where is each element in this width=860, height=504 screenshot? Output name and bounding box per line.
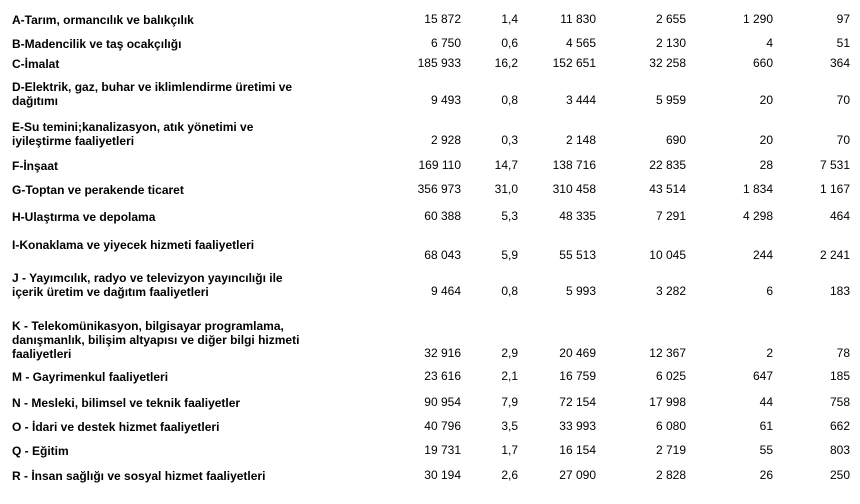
cell-value: 70 — [836, 93, 850, 107]
cell-value: 32 258 — [649, 56, 686, 70]
cell-value: 3,5 — [501, 419, 518, 433]
cell-value: 2 655 — [655, 12, 686, 26]
cell-value: 44 — [759, 395, 773, 409]
cell-value: 55 — [759, 443, 773, 457]
table-row — [12, 199, 850, 226]
cell-value: 72 154 — [559, 395, 596, 409]
row-label: E-Su temini;kanalizasyon, atık yönetimi ve iyileştirme faaliyetleri — [12, 120, 254, 148]
cell-value: 5,3 — [501, 209, 518, 223]
cell-value: 4 565 — [565, 36, 596, 50]
cell-value: 78 — [836, 346, 850, 360]
cell-value: 1 834 — [742, 182, 773, 196]
cell-value: 183 — [829, 284, 850, 298]
cell-value: 61 — [759, 419, 773, 433]
cell-value: 26 — [759, 468, 773, 482]
cell-value: 55 513 — [559, 248, 596, 262]
cell-value: 68 043 — [424, 248, 461, 262]
row-label: J - Yayımcılık, radyo ve televizyon yayıncılığı ile içerik üretim ve dağıtım faaliyetleri — [12, 271, 283, 299]
cell-value: 32 916 — [424, 346, 461, 360]
cell-value: 33 993 — [559, 419, 596, 433]
cell-value: 2,6 — [501, 468, 518, 482]
cell-value: 27 090 — [559, 468, 596, 482]
row-label: N - Mesleki, bilimsel ve teknik faaliyetler — [12, 396, 241, 410]
table-row — [12, 363, 850, 386]
table-row — [12, 175, 850, 199]
cell-value: 6 750 — [430, 36, 461, 50]
cell-value: 310 458 — [552, 182, 596, 196]
cell-value: 3 282 — [655, 284, 686, 298]
cell-value: 2 130 — [655, 36, 686, 50]
row-label: M - Gayrimenkul faaliyetleri — [12, 370, 169, 384]
cell-value: 28 — [759, 158, 773, 172]
table-row — [12, 460, 850, 485]
cell-value: 0,8 — [501, 284, 518, 298]
cell-value: 2 148 — [565, 133, 596, 147]
cell-value: 660 — [752, 56, 773, 70]
cell-value: 185 933 — [417, 56, 461, 70]
row-label: O - İdari ve destek hizmet faaliyetleri — [12, 420, 220, 434]
cell-value: 6 — [766, 284, 773, 298]
cell-value: 2 241 — [819, 248, 850, 262]
cell-value: 2,9 — [501, 346, 518, 360]
cell-value: 15 872 — [424, 12, 461, 26]
cell-value: 5 993 — [565, 284, 596, 298]
cell-value: 16 154 — [559, 443, 596, 457]
row-label: A-Tarım, ormancılık ve balıkçılık — [12, 13, 194, 27]
cell-value: 138 716 — [552, 158, 596, 172]
cell-value: 169 110 — [418, 158, 461, 172]
cell-value: 2 828 — [655, 468, 686, 482]
cell-value: 11 830 — [560, 12, 596, 26]
row-label: B-Madencilik ve taş ocakçılığı — [12, 37, 182, 51]
row-label: H-Ulaştırma ve depolama — [12, 210, 156, 224]
cell-value: 250 — [829, 468, 850, 482]
cell-value: 2,1 — [501, 369, 518, 383]
sector-data-table — [12, 5, 850, 485]
cell-value: 244 — [752, 248, 773, 262]
cell-value: 1,7 — [501, 443, 518, 457]
cell-value: 20 — [759, 93, 773, 107]
row-label: C-İmalat — [12, 57, 60, 71]
table-row — [12, 386, 850, 412]
cell-value: 48 335 — [559, 209, 596, 223]
cell-value: 464 — [829, 209, 850, 223]
cell-value: 662 — [829, 419, 850, 433]
cell-value: 2 — [766, 346, 773, 360]
row-label: D-Elektrik, gaz, buhar ve iklimlendirme üretimi ve dağıtımı — [12, 80, 293, 108]
cell-value: 22 835 — [649, 158, 686, 172]
cell-value: 7,9 — [501, 395, 518, 409]
cell-value: 364 — [829, 56, 850, 70]
cell-value: 14,7 — [494, 158, 518, 172]
cell-value: 7 291 — [655, 209, 686, 223]
cell-value: 758 — [829, 395, 850, 409]
cell-value: 1 167 — [819, 182, 850, 196]
cell-value: 20 469 — [559, 346, 596, 360]
row-label: R - İnsan sağlığı ve sosyal hizmet faaliyetleri — [12, 469, 266, 483]
cell-value: 2 719 — [655, 443, 686, 457]
cell-value: 20 — [759, 133, 773, 147]
row-label: I-Konaklama ve yiyecek hizmeti faaliyetleri — [12, 237, 255, 252]
cell-value: 1,4 — [501, 12, 518, 26]
cell-value: 7 531 — [819, 158, 850, 172]
cell-value: 19 731 — [424, 443, 461, 457]
cell-value: 356 973 — [417, 182, 461, 196]
cell-value: 10 045 — [649, 248, 686, 262]
cell-value: 90 954 — [424, 395, 461, 409]
table-row — [12, 110, 850, 150]
row-label: Q - Eğitim — [12, 444, 69, 458]
table-row — [12, 301, 850, 363]
cell-value: 0,3 — [501, 133, 518, 147]
cell-value: 70 — [836, 133, 850, 147]
cell-value: 97 — [836, 12, 850, 26]
cell-value: 4 298 — [742, 209, 773, 223]
cell-value: 12 367 — [649, 346, 686, 360]
cell-value: 690 — [665, 133, 686, 147]
row-label: F-İnşaat — [12, 159, 59, 173]
table-row — [12, 5, 850, 29]
cell-value: 3 444 — [565, 93, 596, 107]
table-row — [12, 226, 850, 265]
cell-value: 4 — [766, 36, 773, 50]
table-row — [12, 29, 850, 53]
row-label: K - Telekomünikasyon, bilgisayar programlama, danışmanlık, bilişim altyapısı ve diğer bilgi hizmeti faaliyetleri — [12, 319, 300, 361]
cell-value: 30 194 — [424, 468, 461, 482]
cell-value: 185 — [829, 369, 850, 383]
cell-value: 16 759 — [559, 369, 596, 383]
cell-value: 6 025 — [655, 369, 686, 383]
cell-value: 40 796 — [424, 419, 461, 433]
table-row — [12, 436, 850, 460]
cell-value: 43 514 — [649, 182, 686, 196]
table-row — [12, 265, 850, 301]
cell-value: 31,0 — [494, 182, 518, 196]
cell-value: 0,8 — [501, 93, 518, 107]
cell-value: 16,2 — [494, 56, 518, 70]
cell-value: 51 — [836, 36, 850, 50]
cell-value: 5,9 — [501, 248, 518, 262]
cell-value: 647 — [752, 369, 773, 383]
table-row — [12, 73, 850, 110]
table-row — [12, 412, 850, 436]
cell-value: 23 616 — [424, 369, 461, 383]
cell-value: 0,6 — [501, 36, 518, 50]
cell-value: 803 — [829, 443, 850, 457]
row-label: G-Toptan ve perakende ticaret — [12, 183, 184, 197]
cell-value: 1 290 — [742, 12, 773, 26]
cell-value: 2 928 — [430, 133, 461, 147]
cell-value: 152 651 — [552, 56, 596, 70]
cell-value: 60 388 — [424, 209, 461, 223]
cell-value: 5 959 — [655, 93, 686, 107]
cell-value: 9 464 — [430, 284, 461, 298]
table-row — [12, 150, 850, 175]
table-row — [12, 53, 850, 73]
cell-value: 17 998 — [649, 395, 686, 409]
cell-value: 6 080 — [655, 419, 686, 433]
cell-value: 9 493 — [430, 93, 461, 107]
